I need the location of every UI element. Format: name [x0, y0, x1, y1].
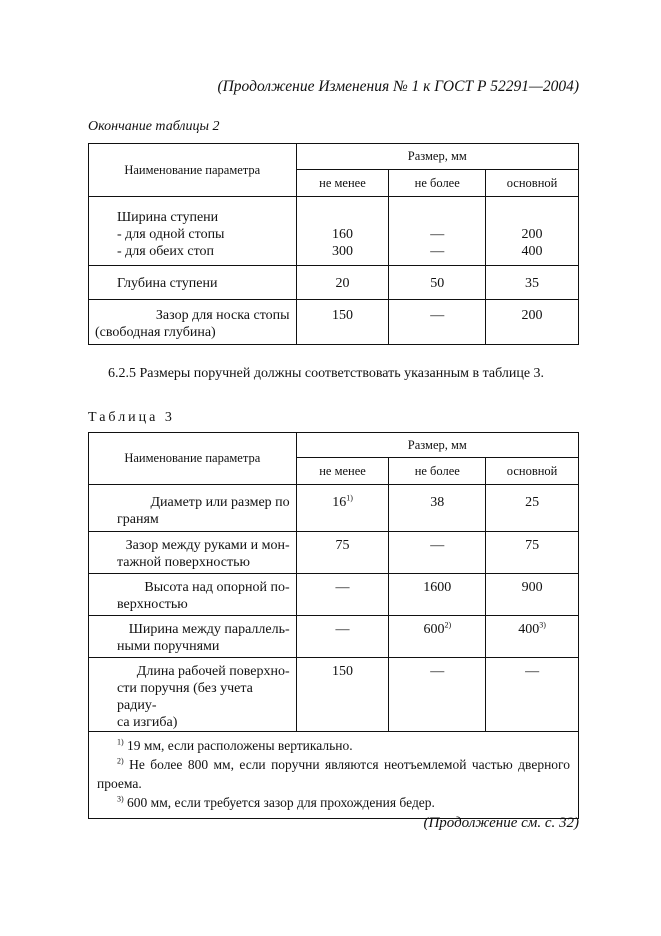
table3-row4-min: —: [296, 616, 389, 658]
table2-row1-sub2: - для обеих стоп: [117, 244, 214, 259]
table3-row4-main: 400: [518, 622, 540, 637]
footnote-1: [97, 736, 570, 755]
table3-footnotes-row: [89, 732, 579, 819]
table3-row4-line1: Ширина между параллель-: [128, 622, 290, 637]
table-row: [89, 197, 579, 266]
table2-row1-max-b: —: [430, 244, 445, 259]
table-row: [89, 485, 579, 532]
running-header: (Продолжение Изменения № 1 к ГОСТ Р 52291—2004): [217, 78, 579, 95]
table3-row1-min: 16: [332, 495, 347, 510]
table3-row2-max: —: [389, 532, 486, 574]
table2-row1-max-a: —: [430, 227, 445, 242]
table2-header-min: не менее: [296, 170, 389, 197]
table3-row5-line3: са изгиба): [117, 715, 178, 730]
footnote-2: [97, 755, 570, 793]
footnote-3-mark: 3): [117, 794, 124, 804]
table2-row3-sub: (свободная глубина): [95, 325, 216, 340]
footnote-ref-1: 1): [346, 493, 353, 503]
table3-header-size: Размер, мм: [296, 433, 578, 458]
table3-row3-max: 1600: [389, 574, 486, 616]
table3-row5-min: 150: [296, 658, 389, 732]
page-footer: (Продолжение см. с. 32): [423, 815, 579, 831]
table2-row1-main-b: 400: [521, 244, 543, 259]
table3-row5-main: —: [486, 658, 579, 732]
table2-row2-main: 35: [486, 266, 579, 300]
table2-row2-max: 50: [389, 266, 486, 300]
table3-header-main: основной: [486, 458, 579, 485]
footnote-1-text: 19 мм, если расположены вертикально.: [123, 738, 353, 753]
table3-row5-line2: сти поручня (без учета радиу-: [117, 681, 253, 713]
table2-row1-name: Ширина ступени: [117, 210, 219, 225]
table2-caption: Окончание таблицы 2: [88, 119, 220, 134]
table-3: [88, 432, 579, 819]
table2-row3-min: 150: [296, 300, 389, 345]
table3-row2-line1: Зазор между руками и мон-: [125, 538, 290, 553]
table2-row1-main-a: 200: [521, 227, 543, 242]
table-2: [88, 143, 579, 345]
table-row: [89, 266, 579, 300]
footnote-ref-3: 3): [539, 620, 546, 630]
table3-row2-main: 75: [486, 532, 579, 574]
table2-row3-max: —: [389, 300, 486, 345]
table-row: [89, 300, 579, 345]
footnote-2-text: Не более 800 мм, если поручни являются неотъемлемой частью дверного проема.: [97, 757, 570, 791]
table-row: [89, 532, 579, 574]
table2-row2-min: 20: [296, 266, 389, 300]
footnote-3: [97, 793, 570, 812]
table2-row1-min-a: 160: [331, 227, 353, 242]
table3-row5-max: —: [389, 658, 486, 732]
table3-header-min: не менее: [296, 458, 389, 485]
table3-header-max: не более: [389, 458, 486, 485]
table3-row1-max: 38: [389, 485, 486, 532]
table3-caption: Таблица 3: [88, 410, 175, 425]
table2-row3-main: 200: [486, 300, 579, 345]
paragraph-6-2-5: 6.2.5 Размеры поручней должны соответствовать указанным в таблице 3.: [108, 366, 545, 381]
table-row: [89, 574, 579, 616]
table3-row3-line2: верхностью: [117, 597, 188, 612]
table3-row2-line2: тажной поверхностью: [117, 555, 250, 570]
table3-row1-line2: граням: [117, 512, 159, 527]
table3-row2-min: 75: [296, 532, 389, 574]
table2-header-size: Размер, мм: [296, 144, 578, 170]
table2-header-param: Наименование параметра: [89, 144, 297, 197]
table2-row1-sub1: - для одной стопы: [117, 227, 225, 242]
table3-row5-line1: Длина рабочей поверхно-: [136, 664, 290, 679]
footnote-3-text: 600 мм, если требуется зазор для прохождения бедер.: [123, 795, 435, 810]
table3-header-param: Наименование параметра: [89, 433, 297, 485]
footnote-1-mark: 1): [117, 737, 124, 747]
table2-row2-name: Глубина ступени: [89, 266, 297, 300]
table3-row3-min: —: [296, 574, 389, 616]
table2-row3-name: Зазор для носка стопы: [155, 308, 290, 323]
footnote-ref-2: 2): [444, 620, 452, 630]
table2-row1-min-b: 300: [331, 244, 353, 259]
table-row: [89, 616, 579, 658]
table2-header-main: основной: [486, 170, 579, 197]
table3-row3-main: 900: [486, 574, 579, 616]
footnote-2-mark: 2): [117, 756, 124, 766]
table3-row3-line1: Высота над опорной по-: [144, 580, 290, 595]
table3-row4-line2: ными поручнями: [117, 639, 220, 654]
table3-row4-max: 600: [423, 622, 445, 637]
table3-row1-line1: Диаметр или размер по: [150, 495, 290, 510]
table2-header-max: не более: [389, 170, 486, 197]
table3-row1-main: 25: [486, 485, 579, 532]
table-row: [89, 658, 579, 732]
